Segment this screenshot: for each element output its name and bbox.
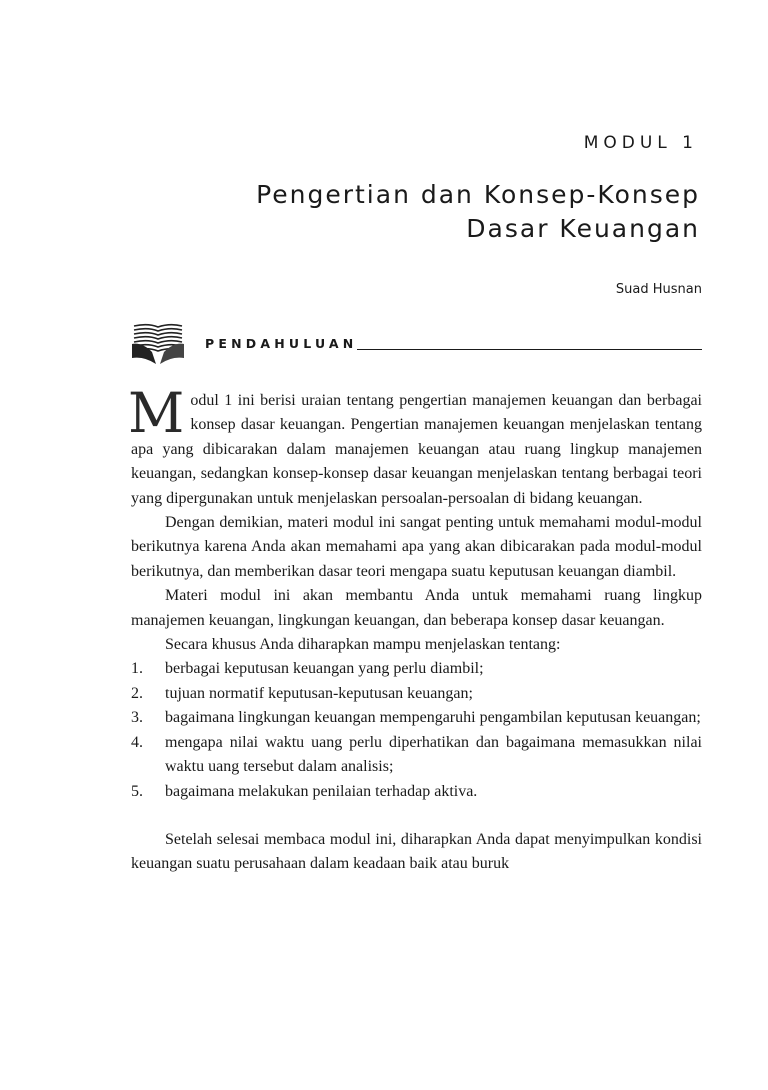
title-line-2: Dasar Keuangan xyxy=(466,214,700,243)
list-item xyxy=(131,682,702,706)
paragraph-1-text: odul 1 ini berisi uraian tentang pengertian manajemen keuangan dan berbagai konsep dasar keuangan. Pengertian manajemen keuangan menjelaskan tentang apa yang dibicarakan dalam manajemen keuangan atau ruang lingkup manajemen keuangan, sedangkan konsep-konsep dasar keuangan menjelaskan tentang berbagai teori yang dipergunakan untuk menjelaskan persoalan-persoalan di bidang keuangan. xyxy=(131,392,702,507)
drop-cap: M xyxy=(128,381,185,445)
open-book-icon xyxy=(130,322,186,366)
page-title xyxy=(140,178,700,246)
list-item xyxy=(131,731,702,780)
paragraph-2: Dengan demikian, materi modul ini sangat penting untuk memahami modul-modul berikutnya karena Anda akan memahami apa yang akan dibicarakan pada modul-modul berikutnya, dan memberikan dasar teori mengapa suatu keputusan keuangan diambil. xyxy=(131,514,702,580)
list-number: 5. xyxy=(131,782,143,800)
section-label: PENDAHULUAN xyxy=(205,336,358,351)
paragraph-1 xyxy=(128,381,702,511)
list-item xyxy=(131,657,702,681)
paragraph-3: Materi modul ini akan membantu Anda untuk memahami ruang lingkup manajemen keuangan, lingkungan keuangan, dan beberapa konsep dasar keuangan. xyxy=(131,587,702,629)
module-label: MODUL 1 xyxy=(583,133,698,153)
objectives-list xyxy=(131,657,702,803)
section-header xyxy=(205,336,702,352)
spacer xyxy=(131,804,702,828)
list-item xyxy=(131,780,702,804)
list-text: bagaimana lingkungan keuangan mempengaruhi pengambilan keputusan keuangan; xyxy=(165,709,701,727)
section-divider xyxy=(357,349,702,350)
list-item xyxy=(131,706,702,730)
paragraph-4: Secara khusus Anda diharapkan mampu menjelaskan tentang: xyxy=(165,636,561,654)
list-number: 2. xyxy=(131,684,143,702)
list-number: 3. xyxy=(131,709,143,727)
list-number: 4. xyxy=(131,733,143,751)
list-text: bagaimana melakukan penilaian terhadap aktiva. xyxy=(165,782,478,800)
title-line-1: Pengertian dan Konsep-Konsep xyxy=(256,180,700,209)
author-name: Suad Husnan xyxy=(615,282,702,297)
list-number: 1. xyxy=(131,660,143,678)
paragraph-5: Setelah selesai membaca modul ini, diharapkan Anda dapat menyimpulkan kondisi keuangan suatu perusahaan dalam keadaan baik atau buruk xyxy=(131,830,702,873)
body-text xyxy=(128,381,702,877)
list-text: berbagai keputusan keuangan yang perlu diambil; xyxy=(165,660,484,678)
list-text: tujuan normatif keputusan-keputusan keuangan; xyxy=(165,684,473,702)
list-text: mengapa nilai waktu uang perlu diperhatikan dan bagaimana memasukkan nilai waktu uang tersebut dalam analisis; xyxy=(165,733,702,776)
